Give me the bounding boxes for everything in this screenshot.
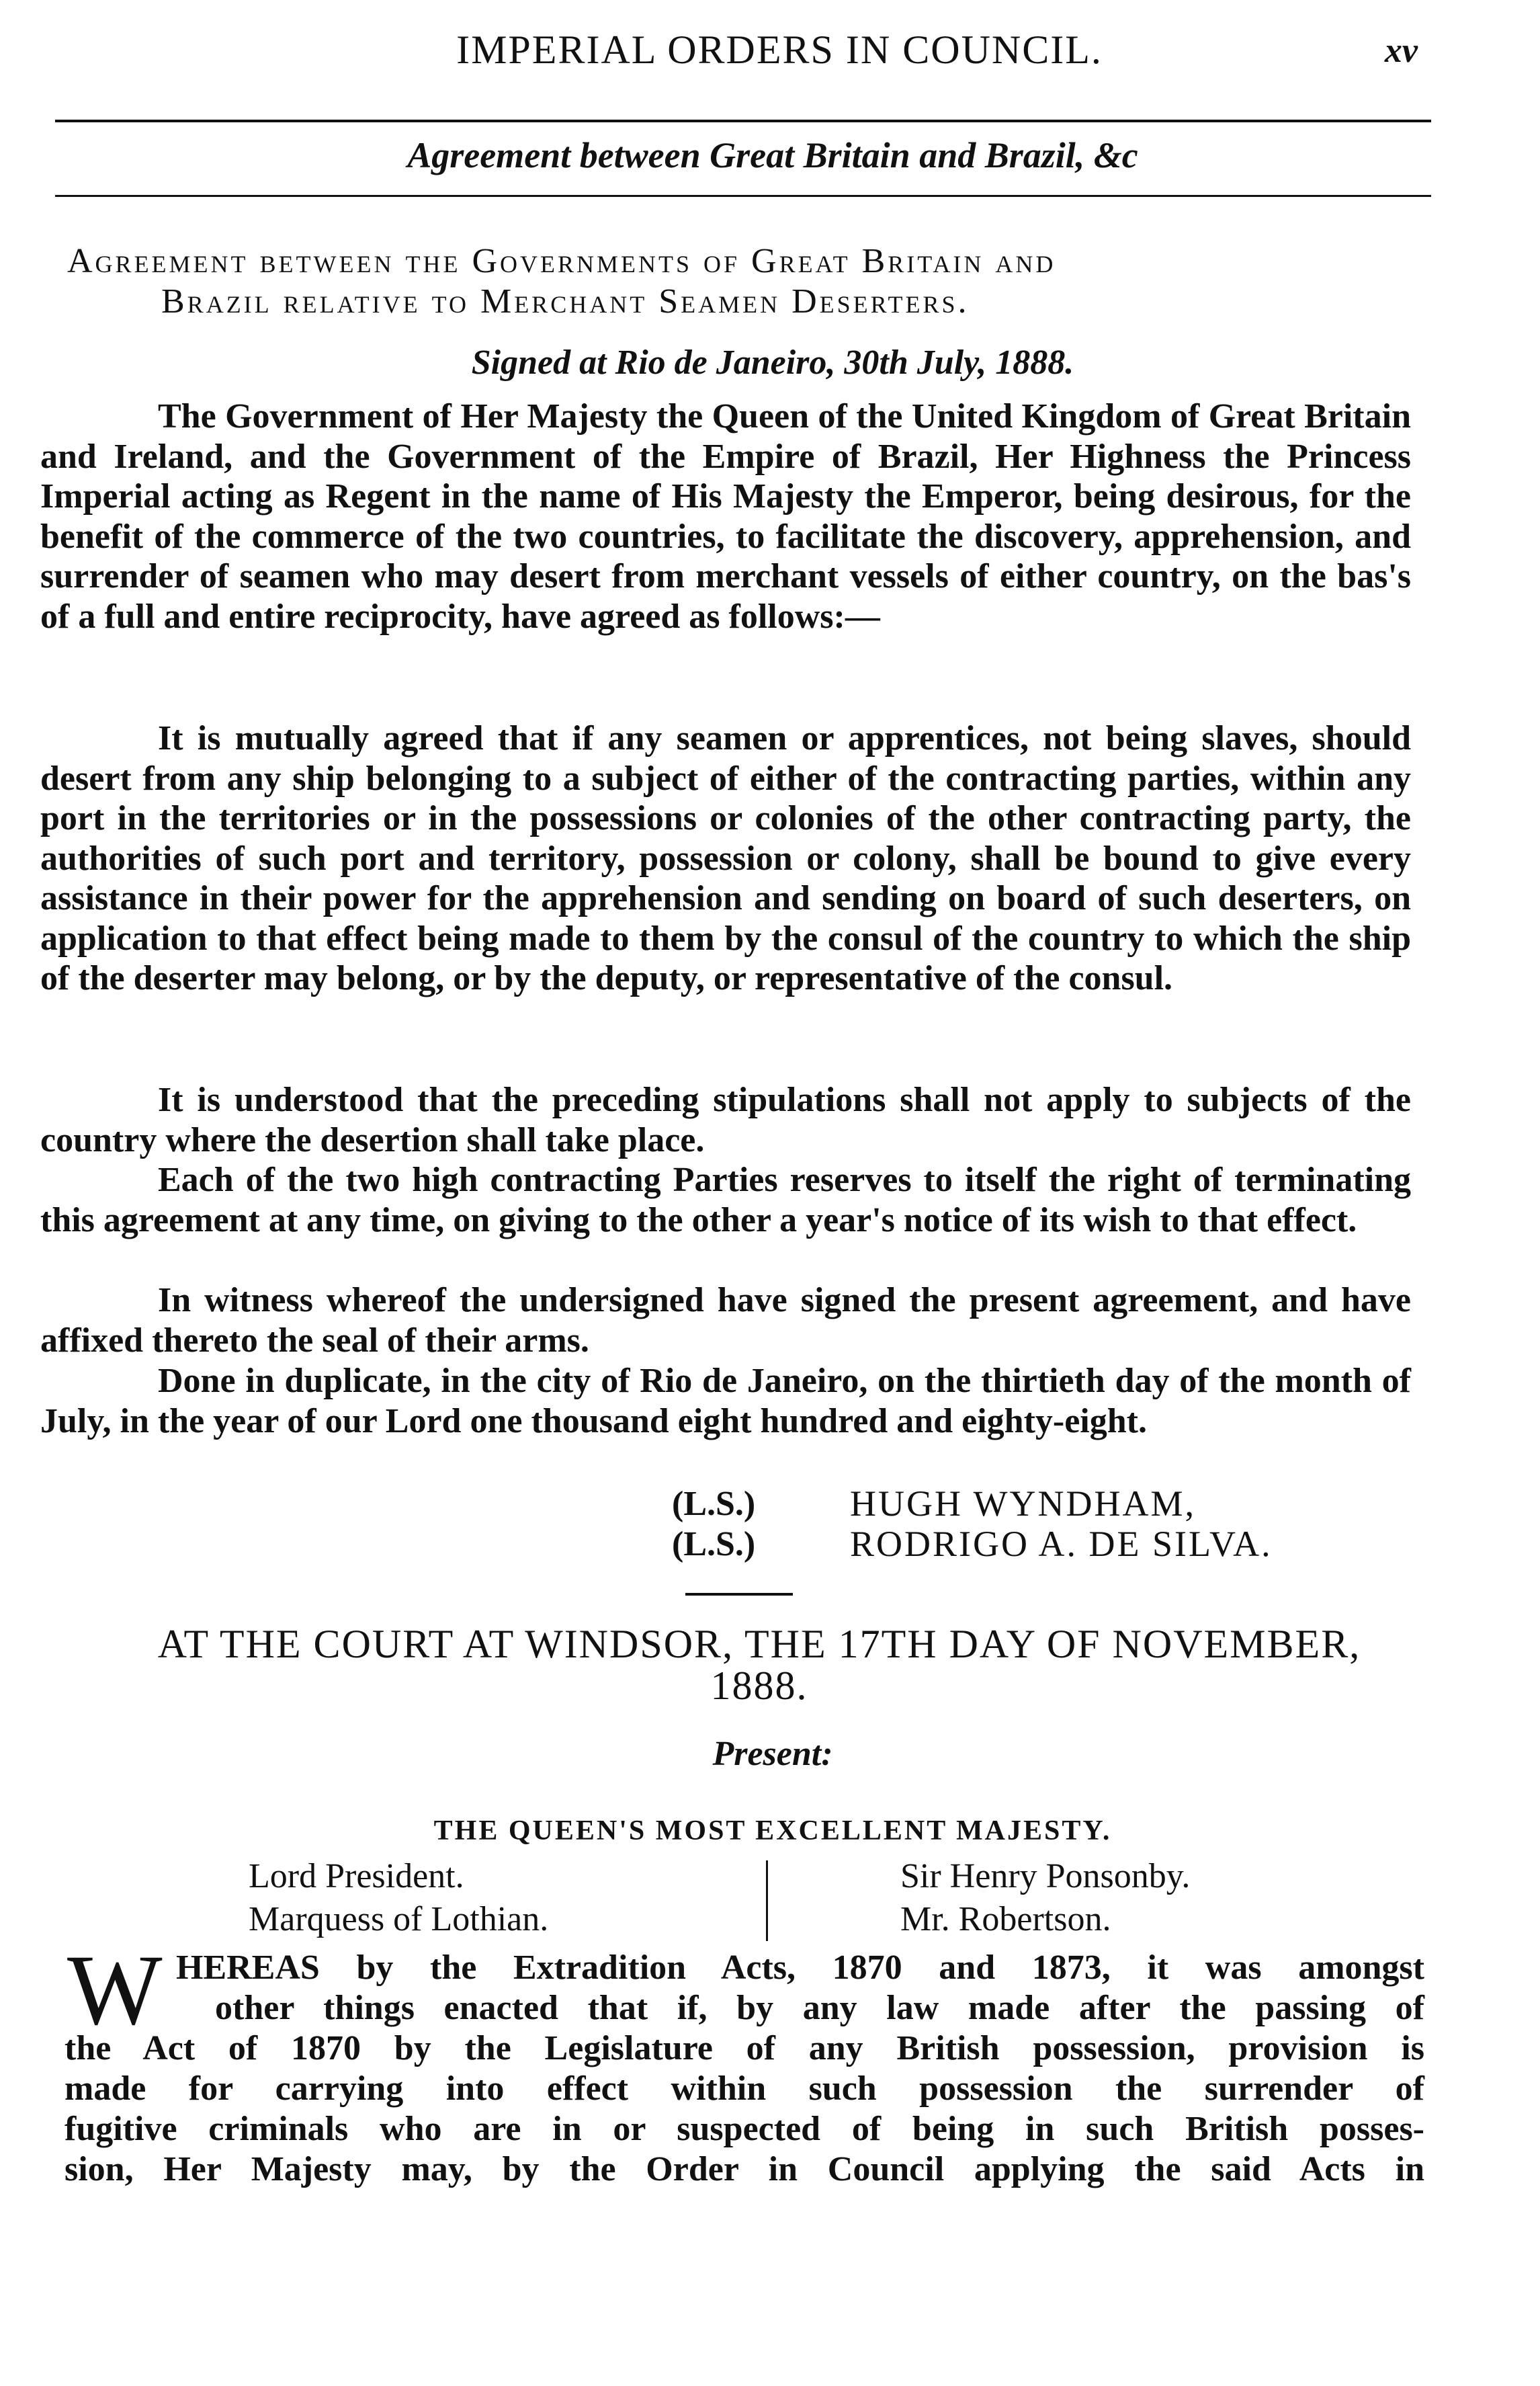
agreement-title-line-2: Brazil relative to Merchant Seamen Deserters. — [161, 282, 970, 321]
drop-cap: W — [67, 1934, 163, 2046]
agreement-title-line-1: Agreement between the Governments of Great Britain and — [67, 242, 1056, 280]
court-heading — [87, 1623, 1431, 1706]
signatory-name-2: RODRIGO A. DE SILVA. — [850, 1524, 1273, 1564]
court-heading-year: 1888. — [710, 1663, 808, 1708]
seal-mark-1: (L.S.) — [672, 1485, 756, 1523]
section-divider — [685, 1593, 793, 1596]
whereas-line-2: other things enacted that if, by any law made after the passing of — [215, 1989, 1424, 2027]
agreement-paragraph-2: It is mutually agreed that if any seamen or apprentices, not being slaves, should desert from any ship belonging to a subject of either of the contracting parties, within any port in the territories or in the possessions or colonies of the other contracting party, the authorities of such port and territory, possession or colony, shall be bound to give every assistance in their power for the apprehension and sending on board of such deserters, on application to that effect being made to them by the consul of the country to which the ship of the deserter may belong, or by the deputy, or representative of the consul. — [40, 719, 1411, 997]
page-number: xv — [1384, 32, 1418, 70]
attendee-marquess-of-lothian: Marquess of Lothian. — [249, 1900, 549, 1938]
header-rule-top — [55, 120, 1431, 122]
agreement-paragraph-1: The Government of Her Majesty the Queen of the United Kingdom of Great Britain and Ireland, and the Government of the Empire of Brazil, Her Highness the Princess Imperial acting as Regent in the name of His Majesty the Emperor, being desirous, for the benefit of the commerce of the two countries, to facilitate the discovery, apprehension, and surrender of seamen who may desert from merchant vessels of either country, on the bas's of a full and entire reciprocity, have agreed as follows:— — [40, 397, 1411, 636]
agreement-paragraph-4: Each of the two high contracting Parties reserves to itself the right of terminating this agreement at any time, on giving to the other a year's notice of its wish to that effect. — [40, 1161, 1411, 1239]
attendees-right-column — [900, 1855, 1190, 1941]
signatory-name-1: HUGH WYNDHAM, — [850, 1483, 1196, 1524]
attendee-lord-president: Lord President. — [249, 1857, 464, 1895]
attendee-mr-robertson: Mr. Robertson. — [900, 1900, 1111, 1938]
majesty-line: THE QUEEN'S MOST EXCELLENT MAJESTY. — [433, 1815, 1112, 1846]
agreement-paragraph-3: It is understood that the preceding stipulations shall not apply to subjects of the country where the desertion shall take place. — [40, 1081, 1411, 1159]
whereas-line-4: made for carrying into effect within such possession the surrender of — [65, 2069, 1424, 2108]
whereas-line-3: the Act of 1870 by the Legislature of any British possession, provision is — [65, 2029, 1424, 2067]
column-divider — [766, 1860, 768, 1941]
present-label: Present: — [712, 1735, 833, 1773]
running-header-title: IMPERIAL ORDERS IN COUNCIL. — [456, 28, 1103, 72]
attendees-left-column — [249, 1855, 548, 1941]
seal-mark-2: (L.S.) — [672, 1525, 756, 1563]
whereas-line-1: HEREAS by the Extradition Acts, 1870 and 1873, it was amongst — [176, 1948, 1424, 1987]
whereas-line-6: sion, Her Majesty may, by the Order in Council applying the said Acts in — [65, 2150, 1424, 2188]
court-heading-line-1: AT THE COURT AT WINDSOR, THE 17TH DAY OF NOVEMBER, — [157, 1622, 1361, 1666]
whereas-line-5: fugitive criminals who are in or suspected of being in such British posses- — [65, 2110, 1424, 2148]
header-rule-bottom — [55, 195, 1431, 197]
agreement-paragraph-6: Done in duplicate, in the city of Rio de Janeiro, on the thirtieth day of the month of July, in the year of our Lord one thousand eight hundred and eighty-eight. — [40, 1362, 1411, 1440]
section-subtitle: Agreement between Great Britain and Brazil, &c — [407, 135, 1138, 175]
signing-date: Signed at Rio de Janeiro, 30th July, 1888. — [471, 343, 1074, 382]
attendee-sir-henry-ponsonby: Sir Henry Ponsonby. — [900, 1857, 1191, 1895]
agreement-paragraph-5: In witness whereof the undersigned have signed the present agreement, and have affixed thereto the seal of their arms. — [40, 1281, 1411, 1360]
